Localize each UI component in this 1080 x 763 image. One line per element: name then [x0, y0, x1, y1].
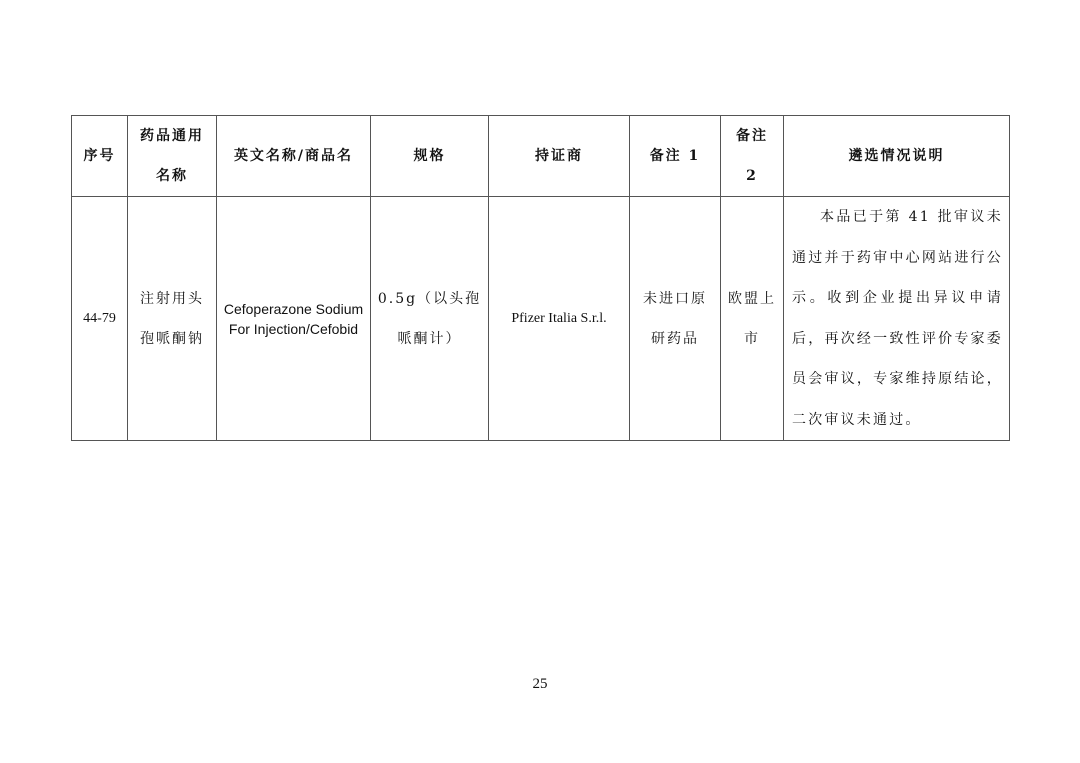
table-row	[72, 197, 1010, 441]
header-spec: 规格	[371, 116, 489, 197]
header-generic-name: 药品通用名称	[128, 116, 217, 197]
page-number: 25	[532, 676, 548, 692]
cell-english-name: Cefoperazone Sodium For Injection/Cefobid	[217, 197, 371, 441]
cell-serial: 44-79	[72, 197, 128, 441]
header-note2: 备注 2	[721, 116, 784, 197]
cell-spec: 0.5g（以头孢哌酮计）	[371, 197, 489, 441]
header-serial: 序号	[72, 116, 128, 197]
header-english-name: 英文名称/商品名	[217, 116, 371, 197]
cell-remark: 本品已于第 41 批审议未通过并于药审中心网站进行公示。收到企业提出异议申请后，再次经一致性评价专家委员会审议，专家维持原结论，二次审议未通过。	[784, 197, 1010, 441]
cell-holder: Pfizer Italia S.r.l.	[489, 197, 630, 441]
cell-note2: 欧盟上市	[721, 197, 784, 441]
header-note1: 备注 1	[630, 116, 721, 197]
drug-selection-table	[71, 115, 1010, 441]
header-remark: 遴选情况说明	[784, 116, 1010, 197]
table-header-row	[72, 116, 1010, 197]
cell-generic-name: 注射用头孢哌酮钠	[128, 197, 217, 441]
header-holder: 持证商	[489, 116, 630, 197]
cell-note1: 未进口原研药品	[630, 197, 721, 441]
